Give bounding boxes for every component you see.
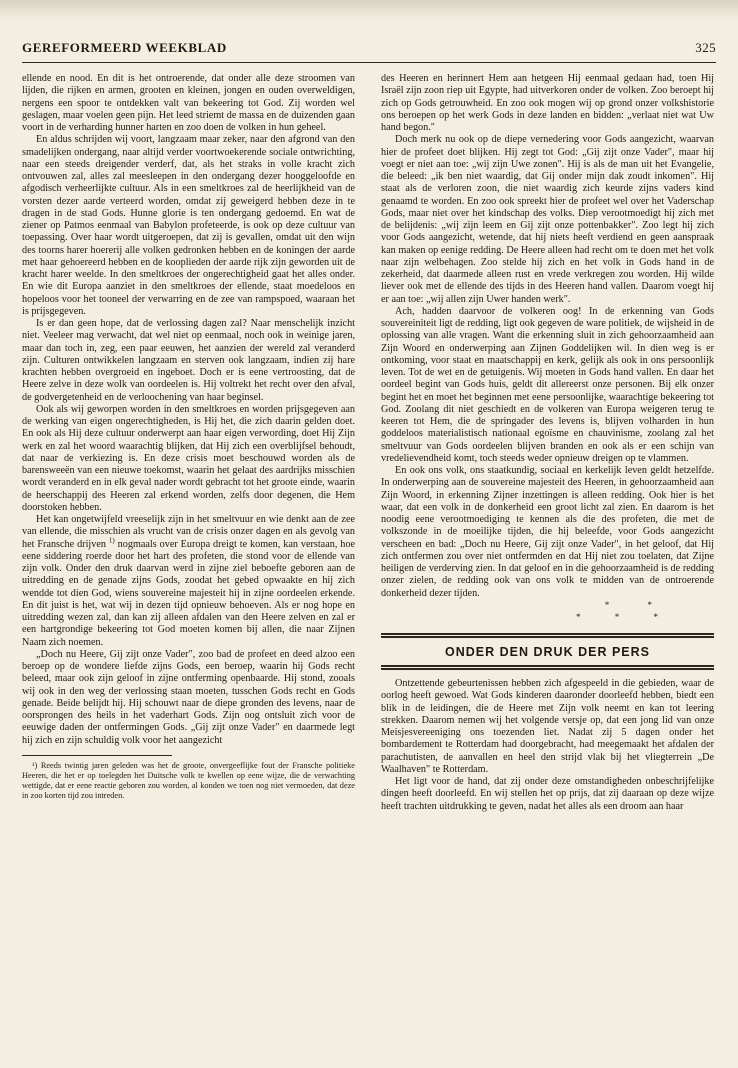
paragraph: En aldus schrijden wij voort, langzaam maar zeker, naar den afgrond van den smadelijken ondergang, naar altijd verder voortwoekerende sociale ontwrichting, naar een steeds dreigender verderf, dat, als het straks in volle kracht zich ontvouwen zal, alles zal meesleepen in den ondergang dezer hooggeloofde en afgodisch verheerlijkte cultuur. Als in een smeltkroes zal de heerlijkheid van de vorsten dezer aarde verteerd worden, omdat zij geweigerd hebben deze in te dragen in de stad Gods. Hunne glorie is ten ondergang gedoemd. En wat de ziener op Patmos eenmaal van Babylon profeteerde, is ook op deze cultuur van toepassing. Over haar wordt uitgeroepen, dat zij is gevallen, omdat uit den wijn des toorns harer hoererij alle volken gedronken hebben en de koningen der aarde met haar gehoereerd hebben en de kooplieden der aarde rijk zijn geworden uit de kracht harer weelde. In den smeltkroes der ongerechtigheid gaat het alles onder. En wie dit Europa aanziet in den smeltkroes der ellende, staat moedeloos en hopeloos voor het tooneel der verwarring en de zee van rampspoed, waaraan het is prijsgegeven.	[22, 134, 355, 317]
paragraph: des Heeren en herinnert Hem aan hetgeen Hij eenmaal gedaan had, toen Hij Israël zijn zoon riep uit Egypte, had uitverkoren onder de volken. Zoo beroept hij zich op Gods getrouwheid. En zoo ook mogen wij op grond onzer volkshistorie ons beroepen op het werk Gods in deze landen en bidden: „verlaat niet wat Uw hand begon."	[381, 73, 714, 133]
page-number: 325	[695, 40, 716, 55]
footnote-marker: 1)	[108, 536, 115, 545]
section-divider-stars: * * *	[576, 611, 674, 622]
paragraph-text: nogmaals over Europa dreigt te komen, kan verstaan, hoe eene siddering roerde door het hart des profeten, die stond voor de ellende van zijn volk. Onder den druk daarvan werd in zijne ziel beboefte geboren aan de uitredding en de genade zijns Gods, zoodat het gebed opwaakte en hij zich wendde tot dien God, wiens souvereine majesteit hij in zijne oordeelen erkende. En dit juist is het, wat wij in dezen tijd opnieuw behoeven. Als er nog hope en uitredding wezen zal, dan kan zij alleen afdalen van den Heere zelven en zal er een hartgrondige bekeering tot God moeten komen bij allen, die naar Zijnen Naam zich noemen.	[22, 538, 356, 648]
paragraph: Ook als wij geworpen worden in den smeltkroes en worden prijsgegeven aan de werking van eigen ongerechtigheden, is Hij het, die zich daarin gelden doet. En ook als Hij deze cultuur onderwerpt aan haar eigen verwording, doet Hij Zijn werk en zal het woord waarachtig blijken, dat Hij zich een overblijfsel behoudt, dat naar de verkiezing is. En deze crisis moet beschouwd worden als de barensweeën van een nieuwe toekomst, waarin het gelaat des aardrijks misschien wordt veranderd en in elk geval nader wordt gebracht tot het groote einde, waarin de heerschappij des Heeren zal erkend worden, zelfs door degenen, die Hem doorstoken hebben.	[22, 403, 355, 513]
paragraph-text: Het kan ongetwijfeld vreeselijk zijn in het smeltvuur en wie denkt aan de zee van ellende, die misschien als vrucht van de crisis onzer dagen en als gevolg van het Fransche drijven	[22, 514, 355, 550]
paragraph: Het ligt voor de hand, dat zij onder deze omstandigheden onbeschrijfelijke dingen heeft doorleefd. En wij stellen het op prijs, dat zij daaraan op deze wijze heeft trachten uitdrukking te geven, nadat het alles als een droom aan haar	[381, 776, 714, 812]
section-heading: ONDER DEN DRUK DER PERS	[381, 633, 714, 670]
footnote-text: ¹) Reeds twintig jaren geleden was het de groote, onvergeeflijke fout der Fransche politieke Heeren, die het er op toelegden het Duitsche volk te kwellen op eene wijze, die de verwachting wettigde, dat er eene reactie geboren zou worden, al konden we toen nog niet vermoeden, dat deze in zoo korten tijd zou intreden.	[22, 760, 355, 800]
running-header	[22, 40, 716, 56]
paragraph: Doch merk nu ook op de diepe vernedering voor Gods aangezicht, waarvan hier de profeet doet blijken. Hij zegt tot God: „Gij zijt onze Vader", maar hij voegt er niet aan toe: „wij zijn Uwe zonen". Hij is als de man uit het Evangelie, die beleed: „ik ben niet waardig, dat Gij onder mijn dak zoudt inkomen". Hij staat als de verloren zoon, die niet waardig zich keurde zijns vaders kind genaamd te worden. En zoo ook spreekt hier de profeet wel over het Vaderschap Gods, maar niet over het kindschap des volks. Diep verootmoedigt hij zich met de belijdenis: „wij zijn leem en Gij zijt onze pottenbakker". Zoo legt hij zich voor Gods aangezicht, wetende, dat hij niets heeft verdiend en geen aanspraak kan maken op eenige redding. De Heere alleen had recht om te doen met het volk naar zijn welbehagen. Zoo stelde hij zich en het volk in Gods hand in de zekerheid, dat daarmede alleen rust en vrede verkregen zou worden. Hij wilde liever ook met de ellende des tijds in des Heeren hand vallen. Daarom voegt hij er aan toe: „wij allen zijn Uwer handen werk".	[381, 134, 714, 305]
footnote	[22, 761, 355, 801]
scan-edge	[0, 0, 738, 20]
publication-title: GEREFORMEERD WEEKBLAD	[22, 40, 227, 55]
paragraph-with-footnote	[22, 514, 355, 649]
paragraph: Is er dan geen hope, dat de verlossing dagen zal? Naar menschelijk inzicht niet. Veeleer mag verwacht, dat wel niet op eenmaal, noch ook in weinige jaren, maar dan toch in, zeg, een paar eeuwen, het aanzien der wereld zal veranderd zijn. Culturen ontwikkelen langzaam en sterven ook langzaam, indien zij hare krachten hebben overgroeid en ingeboet. Doch er is eene vertroosting, dat de Heere zelve in deze wolk van oordeelen is. Hij voltrekt het recht over den afval, de godvergetenheid en de verloochening van haar beginsel.	[22, 318, 355, 403]
paragraph: En ook ons volk, ons staatkundig, sociaal en kerkelijk leven geldt hetzelfde. In onderwerping aan de souvereine majesteit des Heeren, in gehoorzaamheid aan Zijn Woord, in erkenning Zijner inzettingen is alleen redding. Ook hier is het waar, dat een volk in de donkerheid een groot licht zal zien. En daarom is het noodig eene verootmoediging te kennen als die des profeten, die met de volkszonde in de moeilijke tijden, die hij beleefde, voor Gods aangezicht verscheen en bad: „Doch nu Heere, Gij zijt onze Vader", in het geloof, dat Hij zich ontfermen zou over niet ontfermden en dat Hij niet zou toelaten, dat Zijne heiligen de verderving zien. In dat geloof en in die gehoorzaamheid is de redding onzer zielen, de redding ook van ons volk te midden van de ontroerende donkerheid dezer tijden.	[381, 465, 714, 599]
section-end-stars: * *	[604, 599, 670, 610]
footnote-rule	[22, 755, 172, 756]
paragraph: „Doch nu Heere, Gij zijt onze Vader", zoo bad de profeet en deed alzoo een beroep op de wondere liefde zijns Gods, een beroep, waarin hij Gods recht beleed, maar ook zijn geloof in zijne ontferming openbaarde. Hij stond, zooals wij ook in den weg der verlossing staan moeten, tusschen Gods recht en Gods genade. Beide belijdt hij. Hij schouwt naar de diepe gronden des levens, naar de oorsprongen des heils in het vaderhart Gods. Zijn oog ontsluit zich voor de eeuwige daden der ontfermingen Gods. „Gij zijt onze Vader" en daarmede legt hij zich en zijn schuldig volk voor het aangezicht	[22, 648, 355, 746]
paragraph: ellende en nood. En dit is het ontroerende, dat onder alle deze stroomen van lijden, die rijken en armen, grooten en kleinen, jongen en ouden overweldigen, nergens een spoor te ontdekken valt van bekeering tot God. Zij worden wel geslagen, maar voelen geen pijn. Het leed striemt de massa en de duizenden gaan voort in de verharding hunner harten en zoo doen de volken in hun geheel.	[22, 73, 355, 133]
paragraph: Ontzettende gebeurtenissen hebben zich afgespeeld in die gebieden, waar de oorlog heeft gewoed. Wat Gods kinderen daaronder doorleefd hebben, biedt een blik in de leidingen, die de Heere met Zijn volk neemt en kan tot leering strekken. Daarom nemen wij het volgende versje op, dat een jong lid van onze Meisjesvereeniging ons toezenden liet. Nadat zij 5 dagen onder het bombardement te Rotterdam had doorgebracht, had meegemaakt het afdalen der parachutisten, de aanvallen en heel den strijd vlak bij het vliegterrein „De Waalhaven" te Rotterdam.	[381, 678, 714, 775]
paragraph: Ach, hadden daarvoor de volkeren oog! In de erkenning van Gods souvereiniteit ligt de redding, ligt ook gegeven de ware politiek, de wijsheid in de oplossing van alle vragen. Want die erkenning sluit in zich gehoorzaamheid aan Zijn Woord en onderwerping aan Zijnen Goddelijken wil. In dien weg is er ontkoming, voor staat en maatschappij en kerk, gelijk als ook in ons persoonlijk leven. Tot de wet en de getuigenis. Wij moeten in Gods hand vallen. En daar het oordeel begint van Gods huis, geldt dit allereerst onze personen. Bij elk onzer begint het en moet het beginnen met eene persoonlijke, waarachtige bekeering tot God. Zoolang dit niet geschiedt en de volkeren van Europa weigeren terug te keeren tot Hem, die de springader des levens is, blijven volharden in hun goddeloos materialistisch nationaal egoïsme en chauvinisme, zoolang zal het smeltvuur van Gods oordeelen blijven branden en ook als er een schijn van vredelievendheid komt, toch steeds weder opnieuw dreigen op te vlammen.	[381, 305, 714, 464]
right-column	[381, 73, 714, 813]
left-column	[22, 73, 355, 801]
header-rule	[22, 62, 716, 63]
